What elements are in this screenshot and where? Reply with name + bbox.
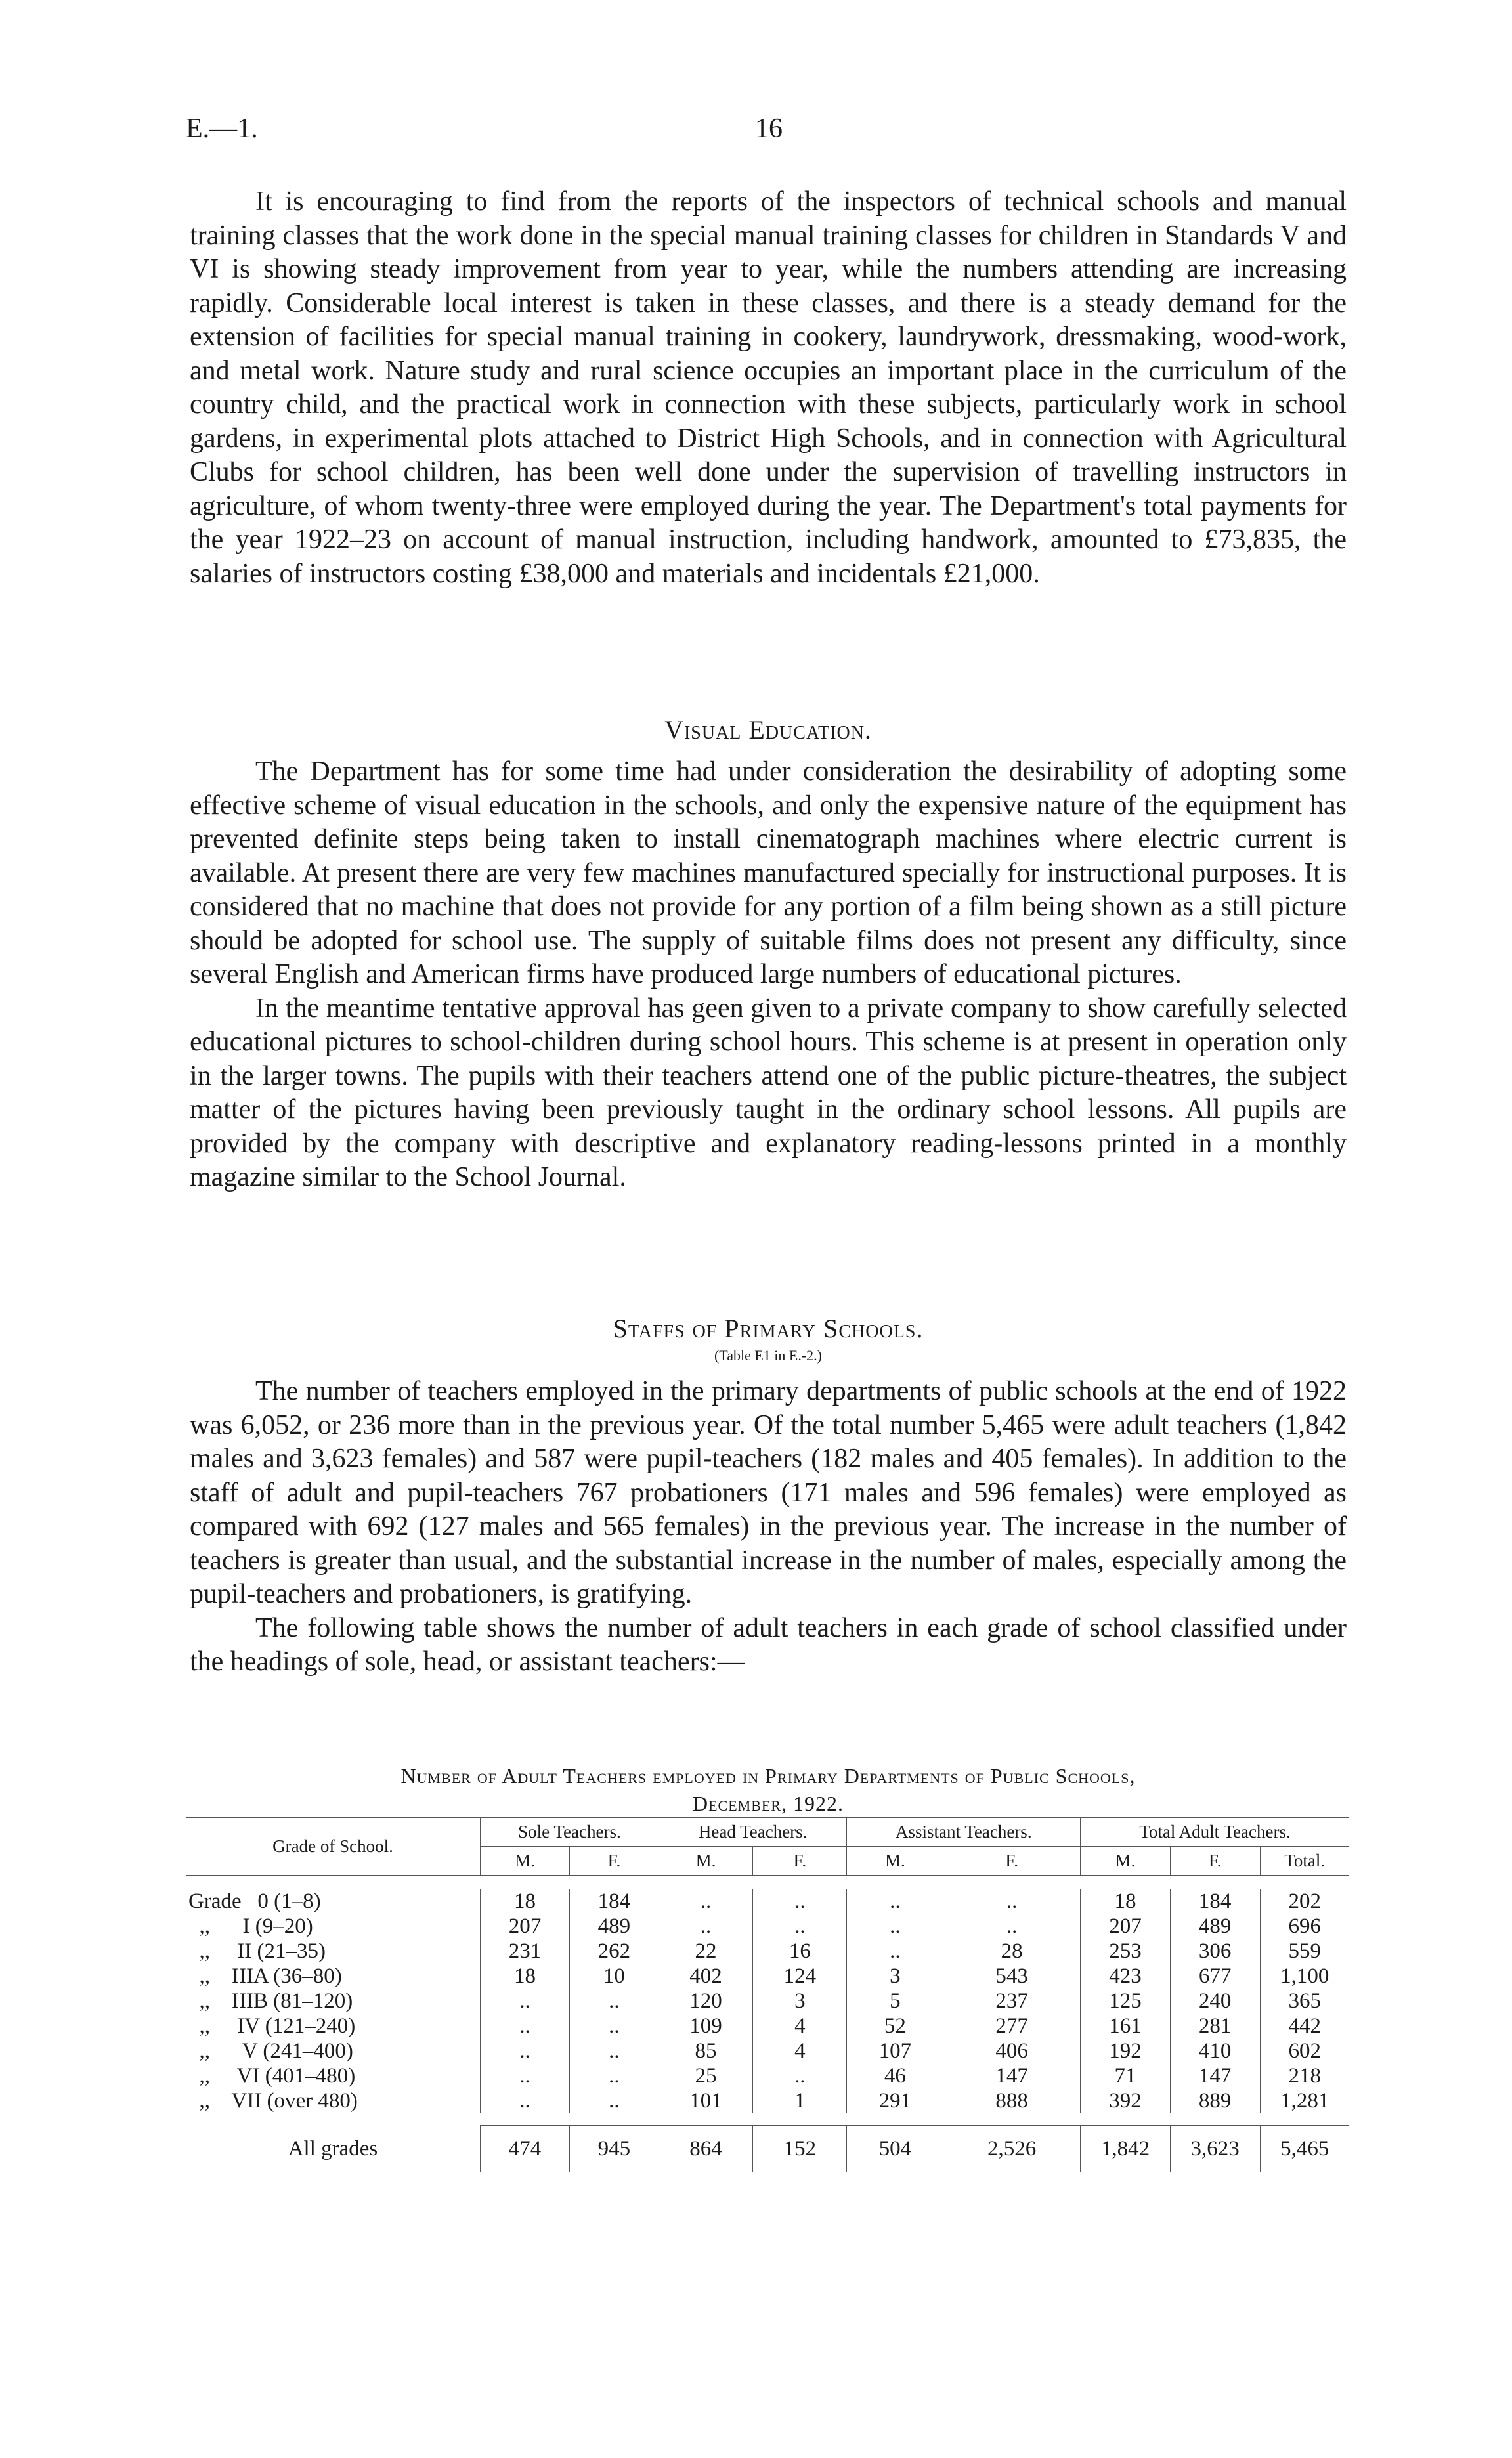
- table-title-line1: Number of Adult Teachers employed in Primary Departments of Public Schools,: [400, 1764, 1136, 1788]
- value-cell-sm: 18: [481, 1964, 570, 1989]
- value-cell-tf: 410: [1170, 2038, 1260, 2063]
- value-cell-hm: 25: [659, 2063, 752, 2088]
- teachers-table: [186, 1817, 1349, 2172]
- sub-f: F.: [943, 1847, 1081, 1876]
- value-cell-hm: 85: [659, 2038, 752, 2063]
- staffs-section: [190, 1375, 1347, 1679]
- value-cell-af: 28: [943, 1939, 1081, 1964]
- value-cell-hm: ..: [659, 1914, 752, 1939]
- value-cell-tt: 559: [1260, 1939, 1349, 1964]
- value-cell-tt: 5,465: [1260, 2126, 1349, 2172]
- value-cell-am: 46: [847, 2063, 943, 2088]
- value-cell-sf: ..: [569, 1989, 659, 2014]
- value-cell-tm: 392: [1081, 2088, 1171, 2113]
- value-cell-sm: ..: [481, 2063, 570, 2088]
- value-cell-hm: 101: [659, 2088, 752, 2113]
- paragraph-text: In the meantime tentative approval has geen given to a private company to show carefully selected educational pictures to school-children during school hours. This scheme is at present in operation only in the larger towns. The pupils with their teachers attend one of the public picture-theatres, the subject matter of the pictures having been previously taught in the ordinary school lessons. All pupils are provided by the company with descriptive and explanatory reading-lessons printed in a monthly magazine similar to the School Journal.: [190, 993, 1347, 1192]
- paragraph: The Department has for some time had under consideration the desirability of adopting some effective scheme of visual education in the schools, and only the expensive nature of the equipment has prevented definite steps being taken to install cinematograph machines where electric current is available. At present there are very few machines manufactured specially for instructional purposes. It is considered that no machine that does not provide for any portion of a film being shown as a still picture should be adopted for school use. The supply of suitable films does not present any difficulty, since several English and American firms have produced large numbers of educational pictures.: [190, 756, 1347, 989]
- value-cell-am: 504: [847, 2126, 943, 2172]
- table-title-line2: December, 1922.: [692, 1792, 844, 1815]
- value-cell-tf: 889: [1170, 2088, 1260, 2113]
- value-cell-sf: ..: [569, 2014, 659, 2038]
- value-cell-sf: ..: [569, 2038, 659, 2063]
- table-row: [186, 2014, 1349, 2038]
- grade-cell: ,, VI (401–480): [188, 2063, 356, 2088]
- value-cell-tt: 1,281: [1260, 2088, 1349, 2113]
- value-cell-tm: 18: [1081, 1889, 1171, 1914]
- value-cell-sm: 207: [481, 1914, 570, 1939]
- grade-cell: ,, VII (over 480): [188, 2088, 358, 2113]
- grade-cell: All grades: [288, 2136, 378, 2161]
- table-title: [190, 1762, 1347, 1817]
- value-cell-tm: 423: [1081, 1964, 1171, 1989]
- value-cell-tm: 192: [1081, 2038, 1171, 2063]
- grade-cell: ,, IIIA (36–80): [188, 1964, 342, 1988]
- value-cell-hm: 109: [659, 2014, 752, 2038]
- paragraph: The following table shows the number of adult teachers in each grade of school classified under the headings of sole, head, or assistant teachers:—: [190, 1612, 1347, 1677]
- value-cell-tf: 489: [1170, 1914, 1260, 1939]
- sub-total: Total.: [1260, 1847, 1349, 1876]
- table-row: [186, 1914, 1349, 1939]
- table-row: [186, 1989, 1349, 2014]
- col-head-header: Head Teachers.: [659, 1818, 847, 1847]
- value-cell-am: 3: [847, 1964, 943, 1989]
- paragraph: It is encouraging to find from the reports of the inspectors of technical schools and manual training classes that the work done in the special manual training classes for children in Standards V and VI is showing steady improvement from year to year, while the numbers attending are increasing rapidly. Considerable local interest is taken in these classes, and there is a steady demand for the extension of facilities for special manual training in cookery, laundrywork, dressmaking, wood-work, and metal work. Nature study and rural science occupies an important place in the curriculum of the country child, and the practical work in connection with these subjects, particularly work in school gardens, in experimental plots attached to District High Schools, and in connection with Agricultural Clubs for school children, has been well done under the supervision of travelling instructors in agriculture, of whom twenty-three were employed during the year. The Department's total payments for the year 1922–23 on account of manual instruction, including handwork, amounted to £73,835, the salaries of instructors costing £38,000 and materials and incidentals £21,000.: [190, 186, 1347, 589]
- grade-cell: ,, V (241–400): [188, 2038, 353, 2063]
- col-grade-header: Grade of School.: [186, 1818, 481, 1876]
- grade-cell: ,, I (9–20): [188, 1914, 313, 1938]
- grade-cell: Grade 0 (1–8): [188, 1889, 321, 1913]
- value-cell-sf: 184: [569, 1889, 659, 1914]
- value-cell-am: ..: [847, 1889, 943, 1914]
- value-cell-am: ..: [847, 1939, 943, 1964]
- sub-f: F.: [569, 1847, 659, 1876]
- visual-education-heading: Visual Education.: [664, 715, 872, 744]
- table-row: [186, 1939, 1349, 1964]
- value-cell-sm: 474: [481, 2126, 570, 2172]
- paragraph: The number of teachers employed in the primary departments of public schools at the end of 1922 was 6,052, or 236 more than in the previous year. Of the total number 5,465 were adult teachers (1,842 males and 3,623 females) and 587 were pupil-teachers (182 males and 405 females). In addition to the staff of adult and pupil-teachers 767 probationers (171 males and 596 females) were employed as compared with 692 (127 males and 565 females) in the previous year. The increase in the number of teachers is greater than usual, and the substantial increase in the number of males, especially among the pupil-teachers and probationers, is gratifying.: [190, 1376, 1347, 1609]
- sub-f: F.: [753, 1847, 847, 1876]
- value-cell-tt: 602: [1260, 2038, 1349, 2063]
- value-cell-hm: 120: [659, 1989, 752, 2014]
- value-cell-af: 277: [943, 2014, 1081, 2038]
- value-cell-hf: 4: [753, 2014, 847, 2038]
- value-cell-af: 888: [943, 2088, 1081, 2113]
- sub-m: M.: [481, 1847, 570, 1876]
- value-cell-hm: 22: [659, 1939, 752, 1964]
- value-cell-af: 237: [943, 1989, 1081, 2014]
- manual-training-section: [190, 185, 1347, 591]
- visual-education-section: [190, 755, 1347, 1195]
- value-cell-tt: 202: [1260, 1889, 1349, 1914]
- value-cell-tf: 240: [1170, 1989, 1260, 2014]
- value-cell-tt: 218: [1260, 2063, 1349, 2088]
- col-sole-header: Sole Teachers.: [481, 1818, 659, 1847]
- value-cell-af: 147: [943, 2063, 1081, 2088]
- value-cell-tf: 3,623: [1170, 2126, 1260, 2172]
- value-cell-sf: 262: [569, 1939, 659, 1964]
- value-cell-tt: 442: [1260, 2014, 1349, 2038]
- value-cell-hf: 4: [753, 2038, 847, 2063]
- value-cell-hf: 1: [753, 2088, 847, 2113]
- value-cell-sm: ..: [481, 2014, 570, 2038]
- value-cell-tm: 207: [1081, 1914, 1171, 1939]
- value-cell-sm: 231: [481, 1939, 570, 1964]
- value-cell-hf: 16: [753, 1939, 847, 1964]
- table-body: [186, 1876, 1349, 2172]
- report-code: E.—1.: [186, 114, 258, 144]
- value-cell-sm: ..: [481, 2038, 570, 2063]
- table-row: [186, 2038, 1349, 2063]
- value-cell-tt: 696: [1260, 1914, 1349, 1939]
- value-cell-tf: 184: [1170, 1889, 1260, 1914]
- grade-cell: ,, IV (121–240): [188, 2014, 356, 2038]
- paragraph: [190, 992, 1347, 1195]
- value-cell-af: 2,526: [943, 2126, 1081, 2172]
- value-cell-tf: 147: [1170, 2063, 1260, 2088]
- value-cell-tm: 71: [1081, 2063, 1171, 2088]
- value-cell-hm: ..: [659, 1889, 752, 1914]
- value-cell-sm: 18: [481, 1889, 570, 1914]
- value-cell-sf: 10: [569, 1964, 659, 1989]
- sub-m: M.: [1081, 1847, 1171, 1876]
- table-row: [186, 1889, 1349, 1914]
- value-cell-tf: 677: [1170, 1964, 1260, 1989]
- sub-m: M.: [847, 1847, 943, 1876]
- value-cell-af: ..: [943, 1889, 1081, 1914]
- value-cell-sm: ..: [481, 1989, 570, 2014]
- table-total-row: [186, 2126, 1349, 2172]
- table-row: [186, 2063, 1349, 2088]
- value-cell-sf: ..: [569, 2088, 659, 2113]
- value-cell-af: 406: [943, 2038, 1081, 2063]
- table-row: [186, 2088, 1349, 2113]
- value-cell-hf: 3: [753, 1989, 847, 2014]
- value-cell-hf: 124: [753, 1964, 847, 1989]
- grade-cell: ,, II (21–35): [188, 1939, 326, 1963]
- grade-cell: ,, IIIB (81–120): [188, 1989, 353, 2013]
- value-cell-tm: 161: [1081, 2014, 1171, 2038]
- value-cell-am: ..: [847, 1914, 943, 1939]
- value-cell-sf: ..: [569, 2063, 659, 2088]
- value-cell-tt: 365: [1260, 1989, 1349, 2014]
- value-cell-tm: 253: [1081, 1939, 1171, 1964]
- page-number: 16: [755, 114, 783, 144]
- col-total-header: Total Adult Teachers.: [1081, 1818, 1349, 1847]
- value-cell-am: 52: [847, 2014, 943, 2038]
- staffs-subnote: (Table E1 in E.-2.): [714, 1347, 822, 1364]
- value-cell-hm: 864: [659, 2126, 752, 2172]
- value-cell-hm: 402: [659, 1964, 752, 1989]
- value-cell-tm: 125: [1081, 1989, 1171, 2014]
- col-assistant-header: Assistant Teachers.: [847, 1818, 1081, 1847]
- value-cell-tf: 306: [1170, 1939, 1260, 1964]
- value-cell-hf: ..: [753, 1914, 847, 1939]
- value-cell-am: 5: [847, 1989, 943, 2014]
- table-row: [186, 1964, 1349, 1989]
- value-cell-tm: 1,842: [1081, 2126, 1171, 2172]
- sub-m: M.: [659, 1847, 752, 1876]
- sub-f: F.: [1170, 1847, 1260, 1876]
- value-cell-hf: ..: [753, 1889, 847, 1914]
- value-cell-sf: 945: [569, 2126, 659, 2172]
- value-cell-am: 107: [847, 2038, 943, 2063]
- staffs-heading: Staffs of Primary Schools.: [613, 1314, 924, 1343]
- value-cell-af: 543: [943, 1964, 1081, 1989]
- value-cell-tf: 281: [1170, 2014, 1260, 2038]
- value-cell-af: ..: [943, 1914, 1081, 1939]
- value-cell-tt: 1,100: [1260, 1964, 1349, 1989]
- value-cell-hf: 152: [753, 2126, 847, 2172]
- value-cell-sm: ..: [481, 2088, 570, 2113]
- value-cell-sf: 489: [569, 1914, 659, 1939]
- value-cell-am: 291: [847, 2088, 943, 2113]
- value-cell-hf: ..: [753, 2063, 847, 2088]
